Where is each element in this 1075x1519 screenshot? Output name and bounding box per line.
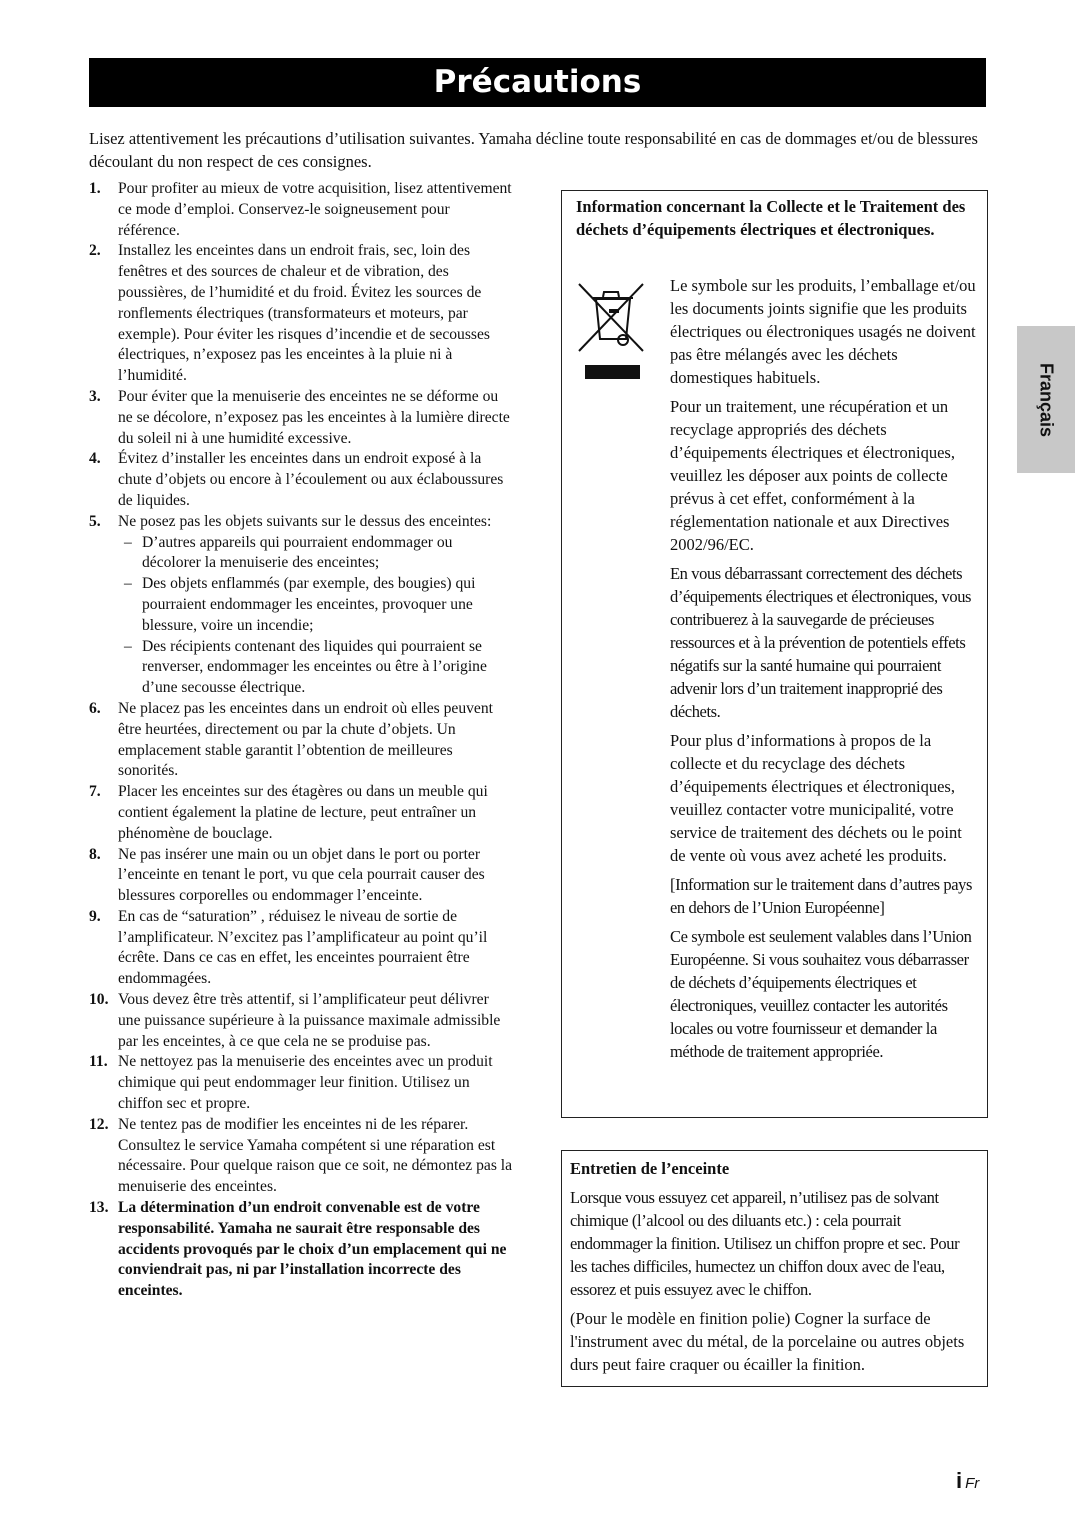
language-code: Fr <box>965 1475 980 1492</box>
item-text: La détermination d’un endroit convenable est de votre responsabilité. Yamaha ne saurait être responsable des accidents provoqués par le choix d’un emplacement qui ne conviendrait pas, ni par l’installation incorrecte des enceintes. <box>118 1199 507 1300</box>
item-number: 6. <box>89 699 101 717</box>
dash-bullet: – <box>124 533 132 551</box>
weee-paragraph: Ce symbole est seulement valables dans l’Union Européenne. Si vous souhaitez vous débarrasser de déchets d’équipements électriques et électroniques, veuillez contacter les autorités locales ou votre fournisseur et demander la méthode de traitement appropriée. <box>670 927 972 1061</box>
item-number: 7. <box>89 783 101 801</box>
weee-text <box>670 274 978 1069</box>
item-text: Ne tentez pas de modifier les enceintes ni de les réparer. Consultez le service Yamaha compétent si une réparation est nécessaire. Pour quelque raison que ce soit, ne démontez pas la menuiserie des enceintes. <box>118 1115 513 1196</box>
list-item <box>89 907 514 990</box>
item-number: 3. <box>89 387 101 405</box>
item-number: 11. <box>89 1053 108 1071</box>
page-number: i <box>956 1468 963 1493</box>
sub-item-text: Des récipients contenant des liquides qui pourraient se renverser, endommager les enceintes ou être à l’origine d’une secousse électrique. <box>142 637 487 697</box>
item-number: 9. <box>89 907 101 925</box>
item-number: 2. <box>89 242 101 260</box>
list-item <box>89 1115 514 1198</box>
dash-bullet: – <box>124 637 132 655</box>
item-text: Ne placez pas les enceintes dans un endroit où elles peuvent être heurtées, directement ou par la chute d’objets. Un emplacement stable garantit l’obtention de meilleures sonorités. <box>118 699 493 780</box>
item-number: 10. <box>89 991 109 1009</box>
list-item <box>89 1052 514 1114</box>
sub-list <box>118 533 514 699</box>
care-info-box <box>561 1150 988 1387</box>
weee-paragraph: Pour un traitement, une récupération et un recyclage appropriés des déchets d’équipements électriques et électroniques, veuillez les déposer aux points de collecte prévus à cet effet, conformément à la réglementation nationale et aux Directives 2002/96/EC. <box>670 397 955 554</box>
weee-info-box <box>561 190 988 1118</box>
list-item <box>89 449 514 511</box>
item-text: Placer les enceintes sur des étagères ou dans un meuble qui contient également la platine de lecture, peut entraîner un phénomène de bouclage. <box>118 783 488 842</box>
item-text: Évitez d’installer les enceintes dans un endroit exposé à la chute d’objets ou encore à l’écoulement ou aux éclaboussures de liquides. <box>118 450 504 509</box>
list-item <box>89 179 514 241</box>
list-item <box>89 782 514 844</box>
care-text <box>570 1186 980 1382</box>
list-item <box>89 512 514 699</box>
sub-list-item <box>118 533 514 575</box>
crossed-bin-icon <box>576 279 646 379</box>
page-title: Précautions <box>89 58 986 107</box>
item-number: 4. <box>89 450 101 468</box>
weee-paragraph: En vous débarrassant correctement des déchets d’équipements électriques et électroniques, vous contribuerez à la sauvegarde de précieuses ressources et à la prévention de potentiels effets négatifs sur la santé humaine qui pourraient advenir lors d’un traitement inapproprié des déchets. <box>670 564 972 721</box>
care-paragraph: (Pour le modèle en finition polie) Cogner la surface de l'instrument avec du métal, de la porcelaine ou autres objets durs peut faire craquer ou écailler la finition. <box>570 1309 965 1374</box>
page-footer <box>956 1468 979 1494</box>
weee-heading: Information concernant la Collecte et le Traitement des déchets d’équipements électriques et électroniques. <box>576 197 966 239</box>
weee-paragraph: [Information sur le traitement dans d’autres pays en dehors de l’Union Européenne] <box>670 875 973 917</box>
item-number: 5. <box>89 512 101 530</box>
weee-paragraph: Le symbole sur les produits, l’emballage et/ou les documents joints signifie que les produits électriques ou électroniques usagés ne doivent pas être mélangés avec les déchets domestiques habituels. <box>670 276 976 387</box>
item-text: Installez les enceintes dans un endroit frais, sec, loin des fenêtres et des sources de chaleur et de vibration, des poussières, de l’humidité et du froid. Évitez les sources de ronflements électriques (transformateurs et moteurs, par exemple). Pour éviter les risques d’incendie et de secousses électriques, n’exposez pas les enceintes à la pluie ni à l’humidité. <box>118 242 490 385</box>
item-number: 13. <box>89 1199 109 1217</box>
list-item <box>89 699 514 782</box>
sub-item-text: D’autres appareils qui pourraient endommager ou décolorer la menuiserie des enceintes; <box>142 533 453 572</box>
precautions-list <box>89 179 514 1302</box>
weee-paragraph: Pour plus d’informations à propos de la collecte et du recyclage des déchets d’équipements électriques et électroniques, veuillez contacter votre municipalité, votre service de traitement des déchets ou le point de vente où vous avez acheté les produits. <box>670 731 962 865</box>
item-number: 8. <box>89 845 101 863</box>
list-item <box>89 845 514 907</box>
item-number: 1. <box>89 180 101 197</box>
item-text: Vous devez être très attentif, si l’amplificateur peut délivrer une puissance supérieure à la puissance maximale admissible par les enceintes, à ce que cela ne se produise pas. <box>118 991 501 1050</box>
item-text: Ne nettoyez pas la menuiserie des enceintes avec un produit chimique qui peut endommager leur finition. Utilisez un chiffon sec et propre. <box>118 1053 493 1113</box>
list-item <box>89 241 514 387</box>
sub-list-item <box>118 637 514 699</box>
list-item <box>89 387 514 449</box>
language-tab <box>1017 326 1075 473</box>
item-text: Ne pas insérer une main ou un objet dans le port ou porter l’enceinte en tenant le port, vu que cela pourrait causer des blessures corporelles ou endommager l’enceinte. <box>118 845 485 905</box>
item-number: 12. <box>89 1115 109 1133</box>
item-text: En cas de “saturation” , réduisez le niveau de sortie de l’amplificateur. N’excitez pas l’amplificateur au point qu’il écrête. Dans ce cas en effet, les enceintes pourraient être endommagées. <box>118 907 488 988</box>
sub-list-item <box>118 574 514 636</box>
care-paragraph: Lorsque vous essuyez cet appareil, n’utilisez pas de solvant chimique (l’alcool ou des diluants etc.) : cela pourrait endommager la finition. Utilisez un chiffon propre et sec. Pour les taches difficiles, humectez un chiffon doux avec de l'eau, essorez et puis essuyez avec le chiffon. <box>570 1188 960 1299</box>
dash-bullet: – <box>124 575 132 593</box>
item-text: Ne posez pas les objets suivants sur le dessus des enceintes: <box>118 512 492 530</box>
list-item <box>89 1198 514 1302</box>
care-heading: Entretien de l’enceinte <box>570 1159 730 1178</box>
sub-item-text: Des objets enflammés (par exemple, des bougies) qui pourraient endommager les enceintes, provoquer une blessure, voire un incendie; <box>142 575 476 634</box>
list-item <box>89 990 514 1052</box>
item-text: Pour profiter au mieux de votre acquisition, lisez attentivement ce mode d’emploi. Conservez-le soigneusement pour référence. <box>118 180 512 239</box>
intro-text: Lisez attentivement les précautions d’utilisation suivantes. Yamaha décline toute responsabilité en cas de dommages et/ou de blessures découlant du non respect de ces consignes. <box>89 129 978 171</box>
language-tab-label: Français <box>1036 362 1057 437</box>
item-text: Pour éviter que la menuiserie des enceintes ne se déforme ou ne se décolore, n’exposez pas les enceintes à la lumière directe du soleil ni à une humidité excessive. <box>118 387 510 447</box>
